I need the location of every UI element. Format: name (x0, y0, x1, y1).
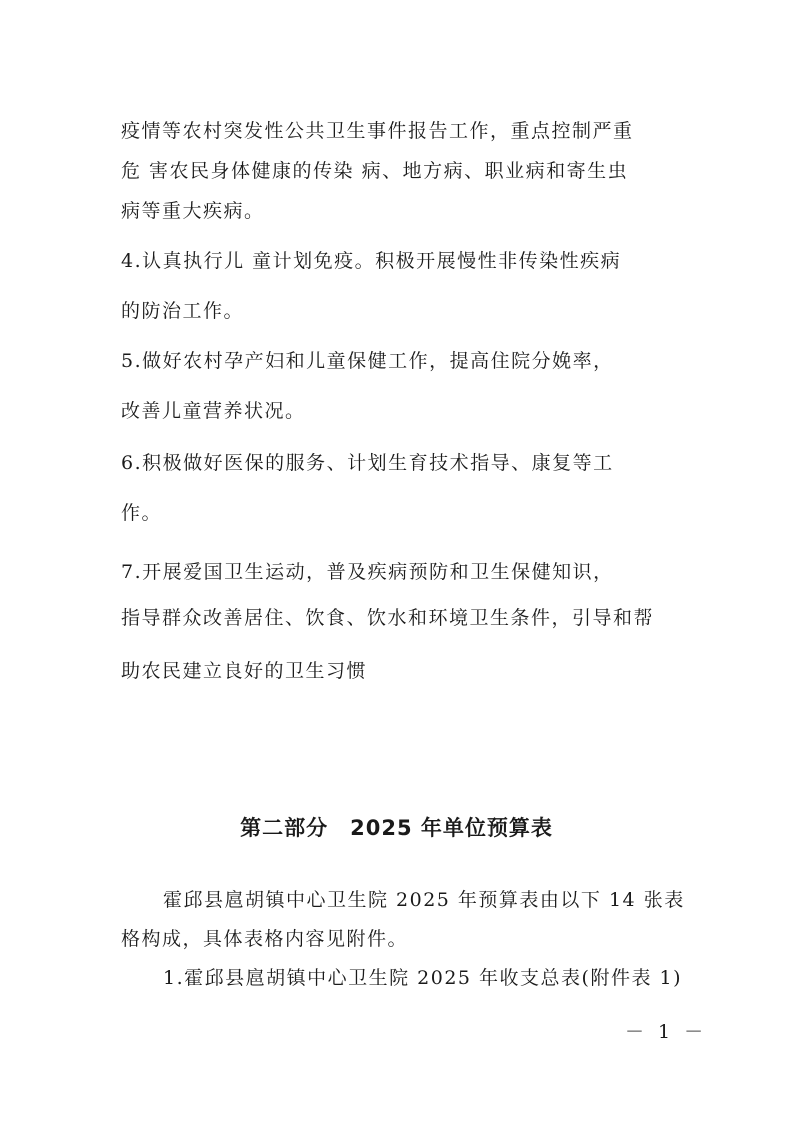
section-line-1: 霍邱县扈胡镇中心卫生院 2025 年预算表由以下 14 张表 (163, 889, 685, 911)
body-line-6: 5.做好农村孕产妇和儿童保健工作，提高住院分娩率， (121, 350, 614, 372)
body-line-7: 改善儿童营养状况。 (121, 400, 306, 422)
body-line-11: 指导群众改善居住、饮食、饮水和环境卫生条件，引导和帮 (121, 607, 655, 629)
section-part-label: 第二部分 (240, 816, 329, 840)
body-line-9: 作。 (121, 502, 163, 524)
body-line-5: 的防治工作。 (121, 300, 245, 322)
body-line-1: 疫情等农村突发性公共卫生事件报告工作，重点控制严重 (121, 120, 634, 142)
body-line-12: 助农民建立良好的卫生习惯 (121, 660, 368, 682)
section-line-2: 格构成，具体表格内容见附件。 (121, 928, 409, 950)
section-line-3: 1.霍邱县扈胡镇中心卫生院 2025 年收支总表(附件表 1) (163, 967, 683, 989)
body-line-10: 7.开展爱国卫生运动，普及疾病预防和卫生保健知识， (121, 561, 614, 583)
page-number: － 1 － (625, 1021, 708, 1043)
body-line-4: 4.认真执行儿 童计划免疫。积极开展慢性非传染性疾病 (121, 250, 622, 272)
body-line-8: 6.积极做好医保的服务、计划生育技术指导、康复等工 (121, 452, 614, 474)
section-heading (0, 814, 793, 842)
section-title: 2025 年单位预算表 (350, 816, 553, 840)
body-line-2: 危 害农民身体健康的传染 病、地方病、职业病和寄生虫 (121, 160, 629, 182)
body-line-3: 病等重大疾病。 (121, 200, 265, 222)
